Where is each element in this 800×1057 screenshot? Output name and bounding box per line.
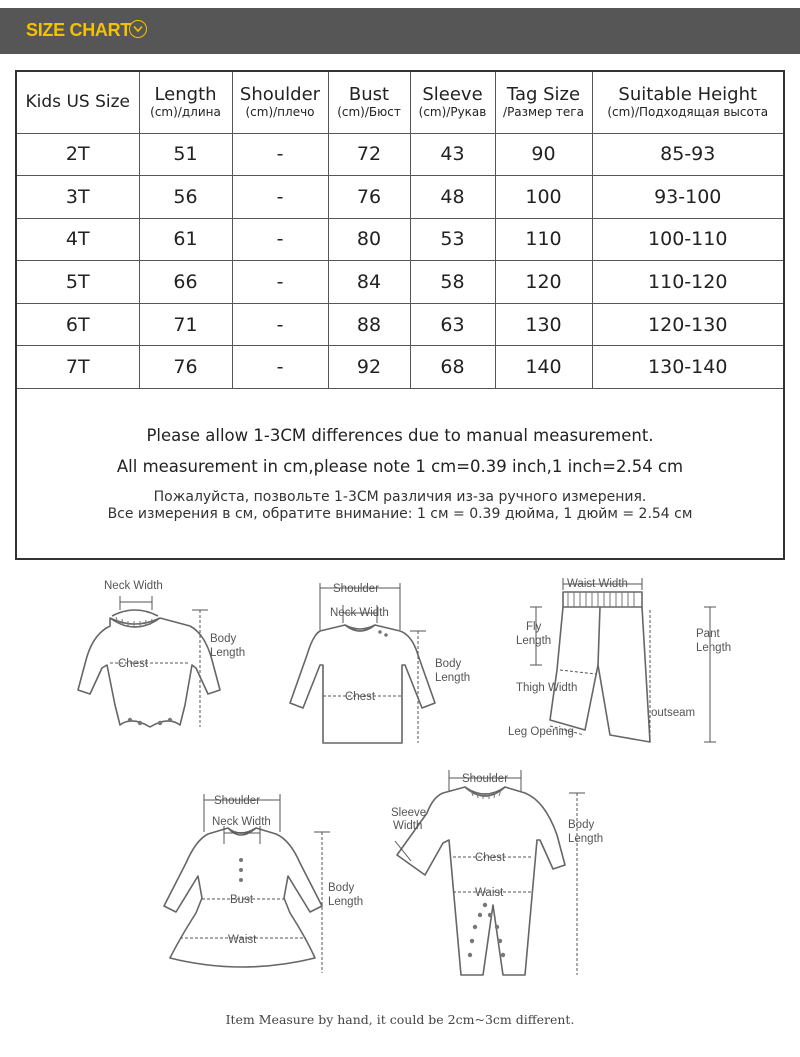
table-cell: 76 (139, 346, 232, 389)
chest-label: Chest (118, 658, 149, 670)
size-table-box (15, 70, 785, 560)
table-cell: 4T (17, 218, 139, 261)
table-cell: 5T (17, 261, 139, 304)
table-cell: 68 (410, 346, 495, 389)
table-cell: 120 (495, 261, 592, 304)
table-cell: 43 (410, 133, 495, 176)
table-cell: 56 (139, 176, 232, 219)
table-row (17, 133, 783, 176)
table-cell: 61 (139, 218, 232, 261)
bust-label: Bust (230, 894, 254, 906)
body-length-label-2: Length (568, 833, 604, 845)
column-header: Bust (cm)/Бюст (328, 72, 410, 133)
table-cell: 7T (17, 346, 139, 389)
outseam-label: outseam (651, 707, 696, 719)
fly-length-label-2: Length (516, 635, 552, 647)
measurement-notes (17, 395, 783, 523)
table-cell: 90 (495, 133, 592, 176)
pants-waistband (568, 592, 634, 607)
table-cell: 2T (17, 133, 139, 176)
table-cell: 92 (328, 346, 410, 389)
body-length-label-2: Length (210, 647, 246, 659)
fly-length-label: Fly (526, 621, 542, 633)
body-length-label: Body (210, 633, 237, 645)
body-length-label: Body (328, 882, 355, 894)
column-header: Tag Size /Размер тега (495, 72, 592, 133)
table-cell: 48 (410, 176, 495, 219)
table-cell: 71 (139, 303, 232, 346)
table-row (17, 303, 783, 346)
column-header: Shoulder (cm)/плечо (232, 72, 328, 133)
column-header: Sleeve (cm)/Рукав (410, 72, 495, 133)
waist-label: Waist (228, 934, 257, 946)
body-length-label: Body (435, 658, 462, 670)
neck-width-label: Neck Width (330, 607, 389, 619)
measurement-disclaimer: Item Measure by hand, it could be 2cm~3cm different. (225, 1012, 575, 1027)
table-cell: 93-100 (592, 176, 783, 219)
pant-length-label: Pant (696, 628, 720, 640)
table-cell: 110 (495, 218, 592, 261)
note-unit-conversion-ru: Все измерения в см, обратите внимание: 1 см = 0.39 дюйма, 1 дюйм = 2.54 см (107, 506, 693, 522)
romper-diagram (385, 765, 625, 990)
table-cell: 88 (328, 303, 410, 346)
note-manual-measurement: Please allow 1-3CM differences due to manual measurement. (146, 426, 654, 445)
note-unit-conversion: All measurement in cm,please note 1 cm=0.39 inch,1 inch=2.54 cm (116, 457, 684, 476)
table-cell: 84 (328, 261, 410, 304)
table-cell: 100 (495, 176, 592, 219)
neck-width-label: Neck Width (104, 580, 163, 592)
shoulder-label: Shoulder (333, 583, 380, 595)
column-header: Suitable Height (cm)/Подходящая высота (592, 72, 783, 133)
pants-diagram (500, 570, 760, 760)
dress-buttons (239, 858, 243, 882)
top-buttons (378, 630, 388, 637)
table-cell: 6T (17, 303, 139, 346)
table-cell: 100-110 (592, 218, 783, 261)
table-cell: 51 (139, 133, 232, 176)
sleeve-width-label-2: Width (393, 820, 423, 832)
table-cell: 110-120 (592, 261, 783, 304)
pants-outline (550, 592, 650, 742)
table-cell: 130-140 (592, 346, 783, 389)
table-row (17, 346, 783, 389)
table-cell: - (232, 176, 328, 219)
table-cell: 130 (495, 303, 592, 346)
table-cell: 63 (410, 303, 495, 346)
body-length-label-2: Length (328, 896, 364, 908)
size-table (17, 72, 783, 389)
column-header: Kids US Size (17, 72, 139, 133)
waist-width-label: Waist Width (567, 578, 628, 590)
table-cell: 72 (328, 133, 410, 176)
waist-label: Waist (475, 887, 504, 899)
table-cell: - (232, 303, 328, 346)
table-cell: - (232, 346, 328, 389)
table-cell: - (232, 261, 328, 304)
top-diagram (270, 575, 490, 755)
shoulder-label: Shoulder (462, 773, 509, 785)
table-cell: 140 (495, 346, 592, 389)
column-header: Length (cm)/длина (139, 72, 232, 133)
header-title: SIZE CHART (26, 20, 132, 40)
pant-length-label-2: Length (696, 642, 732, 654)
table-cell: - (232, 218, 328, 261)
table-cell: 76 (328, 176, 410, 219)
table-cell: 66 (139, 261, 232, 304)
table-cell: 53 (410, 218, 495, 261)
top-outline (290, 625, 435, 743)
bodysuit-diagram (40, 570, 260, 750)
thigh-width-label: Thigh Width (516, 682, 578, 694)
shoulder-label: Shoulder (214, 795, 261, 807)
note-manual-measurement-ru: Пожалуйста, позвольте 1-3CM различия из-за ручного измерения. (153, 489, 647, 505)
bodysuit-outline (78, 610, 220, 727)
neck-width-label: Neck Width (212, 816, 271, 828)
table-row (17, 261, 783, 304)
table-row (17, 176, 783, 219)
table-cell: - (232, 133, 328, 176)
chest-label: Chest (475, 852, 506, 864)
size-chart-header (0, 8, 800, 54)
chest-label: Chest (345, 691, 376, 703)
leg-opening-label: Leg Opening (508, 726, 574, 738)
table-row (17, 218, 783, 261)
chevron-down-circle-icon (129, 20, 147, 38)
table-cell: 58 (410, 261, 495, 304)
body-length-label-2: Length (435, 672, 471, 684)
table-header-row (17, 72, 783, 133)
table-cell: 3T (17, 176, 139, 219)
romper-measure-lines (395, 770, 585, 975)
dress-diagram (150, 788, 380, 988)
table-cell: 120-130 (592, 303, 783, 346)
body-length-label: Body (568, 819, 595, 831)
table-cell: 80 (328, 218, 410, 261)
table-cell: 85-93 (592, 133, 783, 176)
sleeve-width-label: Sleeve (391, 807, 427, 819)
